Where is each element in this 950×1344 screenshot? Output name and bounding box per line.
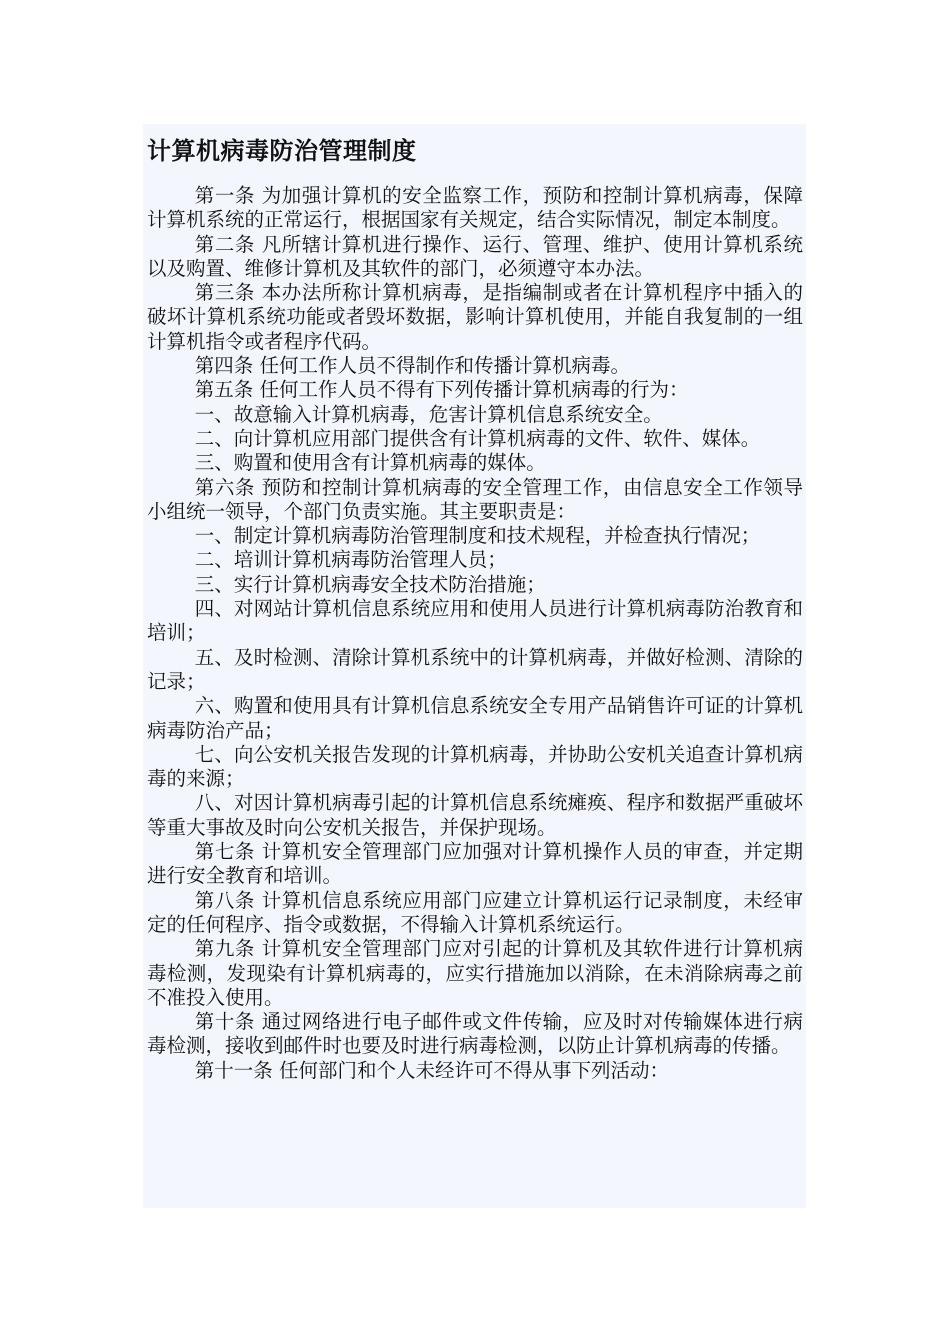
document-body: [147, 184, 803, 1083]
list-item-paragraph: 四、对网站计算机信息系统应用和使用人员进行计算机病毒防治教育和培训；: [147, 597, 803, 645]
list-item-paragraph: 六、购置和使用具有计算机信息系统安全专用产品销售许可证的计算机病毒防治产品；: [147, 694, 803, 742]
article-paragraph: 第四条 任何工作人员不得制作和传播计算机病毒。: [194, 354, 630, 378]
list-item-paragraph: 八、对因计算机病毒引起的计算机信息系统瘫痪、程序和数据严重破坏等重大事故及时向公安机关报告，并保护现场。: [147, 791, 803, 839]
list-item-paragraph: 三、实行计算机病毒安全技术防治措施；: [194, 572, 546, 596]
article-paragraph: 第九条 计算机安全管理部门应对引起的计算机及其软件进行计算机病毒检测，发现染有计算机病毒的，应实行措施加以消除，在未消除病毒之前不准投入使用。: [147, 937, 803, 1009]
list-item-paragraph: 二、向计算机应用部门提供含有计算机病毒的文件、软件、媒体。: [194, 426, 761, 450]
list-item-paragraph: 一、制定计算机病毒防治管理制度和技术规程，并检查执行情况；: [194, 524, 761, 548]
list-item-paragraph: 二、培训计算机病毒防治管理人员；: [194, 548, 507, 572]
article-paragraph: 第三条 本办法所称计算机病毒，是指编制或者在计算机程序中插入的破坏计算机系统功能或者毁坏数据，影响计算机使用，并能自我复制的一组计算机指令或者程序代码。: [147, 281, 803, 353]
article-paragraph: 第八条 计算机信息系统应用部门应建立计算机运行记录制度，未经审定的任何程序、指令或数据，不得输入计算机系统运行。: [147, 888, 803, 936]
article-paragraph: 第五条 任何工作人员不得有下列传播计算机病毒的行为：: [194, 378, 689, 402]
article-paragraph: 第二条 凡所辖计算机进行操作、运行、管理、维护、使用计算机系统以及购置、维修计算机及其软件的部门，必须遵守本办法。: [147, 232, 803, 280]
list-item-paragraph: 一、故意输入计算机病毒，危害计算机信息系统安全。: [194, 402, 663, 426]
list-item-paragraph: 七、向公安机关报告发现的计算机病毒，并协助公安机关追查计算机病毒的来源；: [147, 742, 803, 791]
article-paragraph: 第六条 预防和控制计算机病毒的安全管理工作，由信息安全工作领导小组统一领导，个部门负责实施。其主要职责是：: [147, 475, 803, 523]
article-paragraph: 第十一条 任何部门和个人未经许可不得从事下列活动：: [194, 1058, 669, 1082]
article-paragraph: 第十条 通过网络进行电子邮件或文件传输，应及时对传输媒体进行病毒检测，接收到邮件时也要及时进行病毒检测，以防止计算机病毒的传播。: [147, 1010, 803, 1058]
article-paragraph: 第七条 计算机安全管理部门应加强对计算机操作人员的审查，并定期进行安全教育和培训。: [147, 840, 803, 888]
document-title: 计算机病毒防治管理制度: [147, 137, 417, 165]
list-item-paragraph: 五、及时检测、清除计算机系统中的计算机病毒，并做好检测、清除的记录；: [147, 645, 803, 693]
list-item-paragraph: 三、购置和使用含有计算机病毒的媒体。: [194, 451, 546, 475]
document-panel: [143, 124, 806, 1208]
article-paragraph: 第一条 为加强计算机的安全监察工作，预防和控制计算机病毒，保障计算机系统的正常运行，根据国家有关规定，结合实际情况，制定本制度。: [147, 184, 803, 232]
